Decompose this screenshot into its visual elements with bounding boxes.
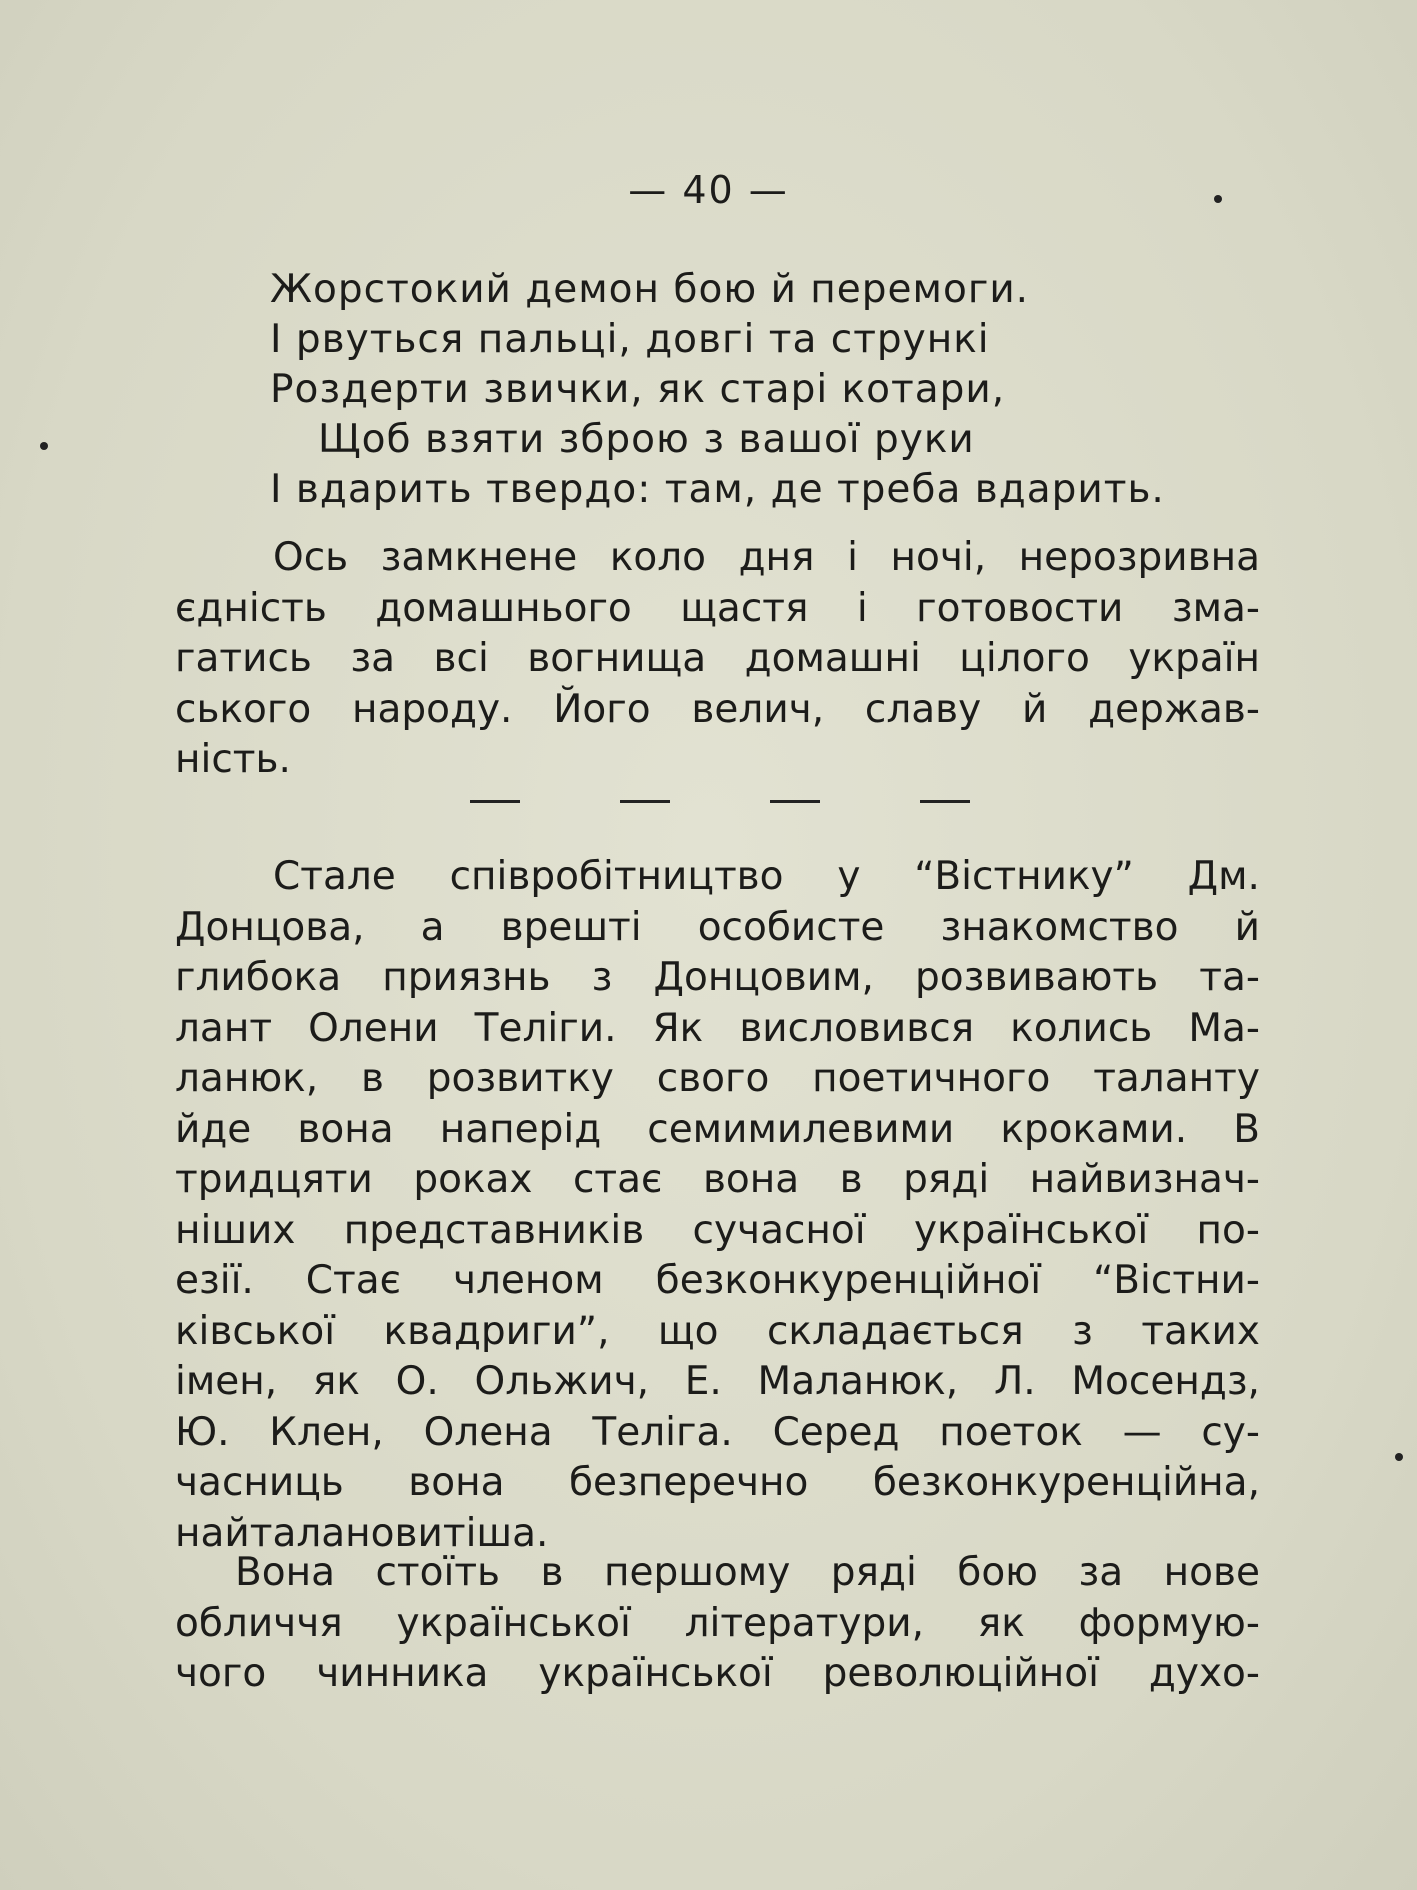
word: Ось — [273, 535, 349, 580]
text-line — [175, 1206, 1260, 1257]
text-line — [175, 584, 1260, 635]
word: ність. — [175, 737, 291, 782]
word: гатись — [175, 636, 312, 681]
word: Дм. — [1187, 854, 1260, 899]
word: семимилевими — [647, 1106, 955, 1152]
word: ланюк, — [175, 1056, 319, 1101]
word: єдність — [175, 585, 327, 631]
word: цілого — [959, 636, 1090, 681]
word: кроками. — [1000, 1106, 1188, 1152]
word: української — [538, 1651, 773, 1696]
word: Клен, — [269, 1409, 384, 1455]
word: й — [1234, 904, 1260, 950]
text-line — [175, 1548, 1260, 1599]
paragraph-2 — [175, 852, 1260, 1559]
word: Його — [553, 686, 651, 732]
word: а — [420, 904, 445, 950]
word: езії. — [175, 1258, 254, 1303]
word: особисте — [697, 904, 885, 950]
word: ніших — [175, 1207, 296, 1253]
word: велич, — [691, 686, 825, 732]
text-line — [175, 1054, 1260, 1105]
word: роках — [413, 1157, 533, 1202]
word: знакомство — [940, 904, 1179, 950]
word: Л. — [993, 1359, 1036, 1404]
word: Як — [652, 1005, 704, 1051]
word: вогнища — [527, 636, 707, 681]
word: літератури, — [684, 1600, 925, 1646]
word: безконкуренційна, — [872, 1460, 1260, 1505]
word: часниць — [175, 1460, 344, 1505]
word: ківської — [175, 1308, 336, 1354]
word: Е. — [684, 1359, 722, 1404]
word: що — [657, 1308, 719, 1354]
word: імен, — [175, 1359, 278, 1404]
word: Олени — [308, 1005, 439, 1051]
word: готовости — [916, 585, 1124, 631]
word: співробітництво — [449, 854, 784, 899]
word: держав- — [1088, 686, 1260, 732]
word: Ю. — [175, 1409, 230, 1455]
separator-dash — [770, 800, 820, 803]
word: як — [312, 1359, 360, 1404]
word: обличчя — [175, 1600, 343, 1646]
word: Маланюк, — [757, 1359, 959, 1404]
text-line — [175, 1357, 1260, 1408]
word: лант — [175, 1005, 273, 1051]
word: Донцова, — [175, 904, 365, 950]
word: Теліга. — [592, 1409, 733, 1455]
word: свого — [656, 1056, 770, 1101]
separator-dash — [620, 800, 670, 803]
word: домашнього — [375, 585, 632, 631]
word: з — [1072, 1308, 1093, 1354]
word: формую- — [1078, 1600, 1260, 1646]
word: колись — [1010, 1005, 1153, 1051]
word: першому — [603, 1550, 791, 1595]
text-line — [175, 1649, 1260, 1700]
word: ряді — [830, 1550, 917, 1595]
text-line — [175, 1458, 1260, 1509]
word: замкнене — [380, 535, 578, 580]
word: в — [839, 1157, 863, 1202]
word: нерозривна — [1018, 535, 1260, 580]
word: В — [1233, 1106, 1260, 1152]
word: таких — [1141, 1308, 1260, 1354]
word: врешті — [500, 904, 642, 950]
word: О. — [395, 1359, 439, 1404]
word: Стає — [305, 1258, 402, 1303]
word: Ольжич, — [474, 1359, 650, 1404]
word: духо- — [1148, 1651, 1260, 1696]
word: Олена — [423, 1409, 553, 1455]
word: безконкуренційної — [655, 1258, 1042, 1303]
word: в — [360, 1056, 384, 1101]
word: ряді — [903, 1157, 990, 1202]
word: української — [396, 1600, 631, 1646]
word: славу — [864, 686, 982, 732]
poem-stanza — [270, 265, 1270, 515]
word: Теліги. — [474, 1005, 617, 1051]
text-line — [175, 1256, 1260, 1307]
page-number: — 40 — — [628, 168, 789, 212]
word: Серед — [772, 1409, 900, 1455]
word: дня — [738, 535, 815, 580]
word: бою — [957, 1550, 1039, 1595]
text-line — [175, 533, 1260, 584]
word: вона — [297, 1106, 394, 1152]
word: представників — [343, 1207, 645, 1253]
paragraph-3 — [175, 1548, 1260, 1700]
word: ського — [175, 686, 312, 732]
word: революційної — [822, 1651, 1099, 1696]
word: й — [1022, 686, 1048, 732]
word: приязнь — [382, 955, 551, 1000]
word: нове — [1163, 1550, 1260, 1595]
word: і — [856, 585, 868, 631]
text-line — [175, 903, 1260, 954]
word: складається — [766, 1308, 1024, 1354]
word: у — [837, 854, 861, 899]
word: сучасної — [692, 1207, 866, 1253]
word: поеток — [939, 1409, 1083, 1455]
word: квадриги”, — [383, 1308, 610, 1354]
text-line — [175, 852, 1260, 903]
text-line — [175, 1307, 1260, 1358]
poem-line: Жорстокий демон бою й перемоги. — [270, 267, 1030, 312]
word: україн — [1128, 636, 1260, 681]
word: всі — [433, 636, 489, 681]
word: зма- — [1171, 585, 1260, 631]
word: глибока — [175, 955, 342, 1000]
word: су- — [1201, 1409, 1260, 1455]
text-line — [175, 1408, 1260, 1459]
text-line — [175, 1105, 1260, 1156]
poem-line: І вдарить твердо: там, де треба вдарить. — [270, 467, 1165, 512]
word: стоїть — [375, 1550, 501, 1595]
word: членом — [452, 1258, 604, 1303]
word: стає — [572, 1157, 663, 1202]
paragraph-1 — [175, 533, 1260, 786]
word: і — [847, 535, 858, 580]
text-line — [175, 634, 1260, 685]
word: висловився — [739, 1005, 975, 1051]
poem-line: Щоб взяти зброю з вашої руки — [318, 417, 975, 462]
word: та- — [1199, 955, 1260, 1000]
word: за — [1078, 1550, 1124, 1595]
text-line — [175, 953, 1260, 1004]
word: безперечно — [568, 1460, 809, 1505]
word: Вона — [235, 1550, 336, 1595]
word: чого — [175, 1651, 267, 1696]
section-separator — [470, 800, 970, 803]
text-line — [175, 1155, 1260, 1206]
word: Донцовим, — [653, 955, 874, 1000]
word: народу. — [351, 686, 513, 732]
word: наперід — [439, 1106, 602, 1152]
word: з — [591, 955, 613, 1000]
word: Стале — [273, 854, 396, 899]
text-line — [175, 1004, 1260, 1055]
word: таланту — [1093, 1056, 1260, 1101]
word: розвитку — [426, 1056, 614, 1101]
poem-line: І рвуться пальці, довгі та стрункі — [270, 317, 990, 362]
word: — — [1122, 1409, 1162, 1455]
print-speck — [1395, 1453, 1403, 1461]
word: української — [913, 1207, 1149, 1253]
word: за — [350, 636, 396, 681]
word: в — [540, 1550, 564, 1595]
word: домашні — [744, 636, 921, 681]
text-line — [175, 735, 1260, 786]
separator-dash — [470, 800, 520, 803]
word: “Вістнику” — [914, 854, 1134, 899]
separator-dash — [920, 800, 970, 803]
word: розвивають — [915, 955, 1159, 1000]
word: йде — [175, 1106, 252, 1152]
word: ночі, — [890, 535, 987, 580]
text-line — [175, 1599, 1260, 1650]
print-speck — [40, 442, 48, 450]
word: тридцяти — [175, 1157, 373, 1202]
poem-line: Роздерти звички, як старі котари, — [270, 367, 1006, 412]
word: щастя — [680, 585, 809, 631]
word: чинника — [316, 1651, 489, 1696]
word: поетичного — [812, 1056, 1051, 1101]
word: найталановитіша. — [175, 1510, 549, 1556]
text-line — [175, 685, 1260, 736]
word: “Вістни- — [1093, 1258, 1260, 1303]
word: вона — [408, 1460, 505, 1505]
word: вона — [702, 1157, 800, 1202]
word: Ма- — [1188, 1005, 1260, 1051]
word: коло — [609, 535, 707, 580]
word: Мосендз, — [1071, 1359, 1260, 1404]
print-speck — [1214, 195, 1222, 203]
word: найвизнач- — [1029, 1157, 1260, 1202]
word: по- — [1196, 1207, 1260, 1253]
word: як — [977, 1600, 1025, 1646]
